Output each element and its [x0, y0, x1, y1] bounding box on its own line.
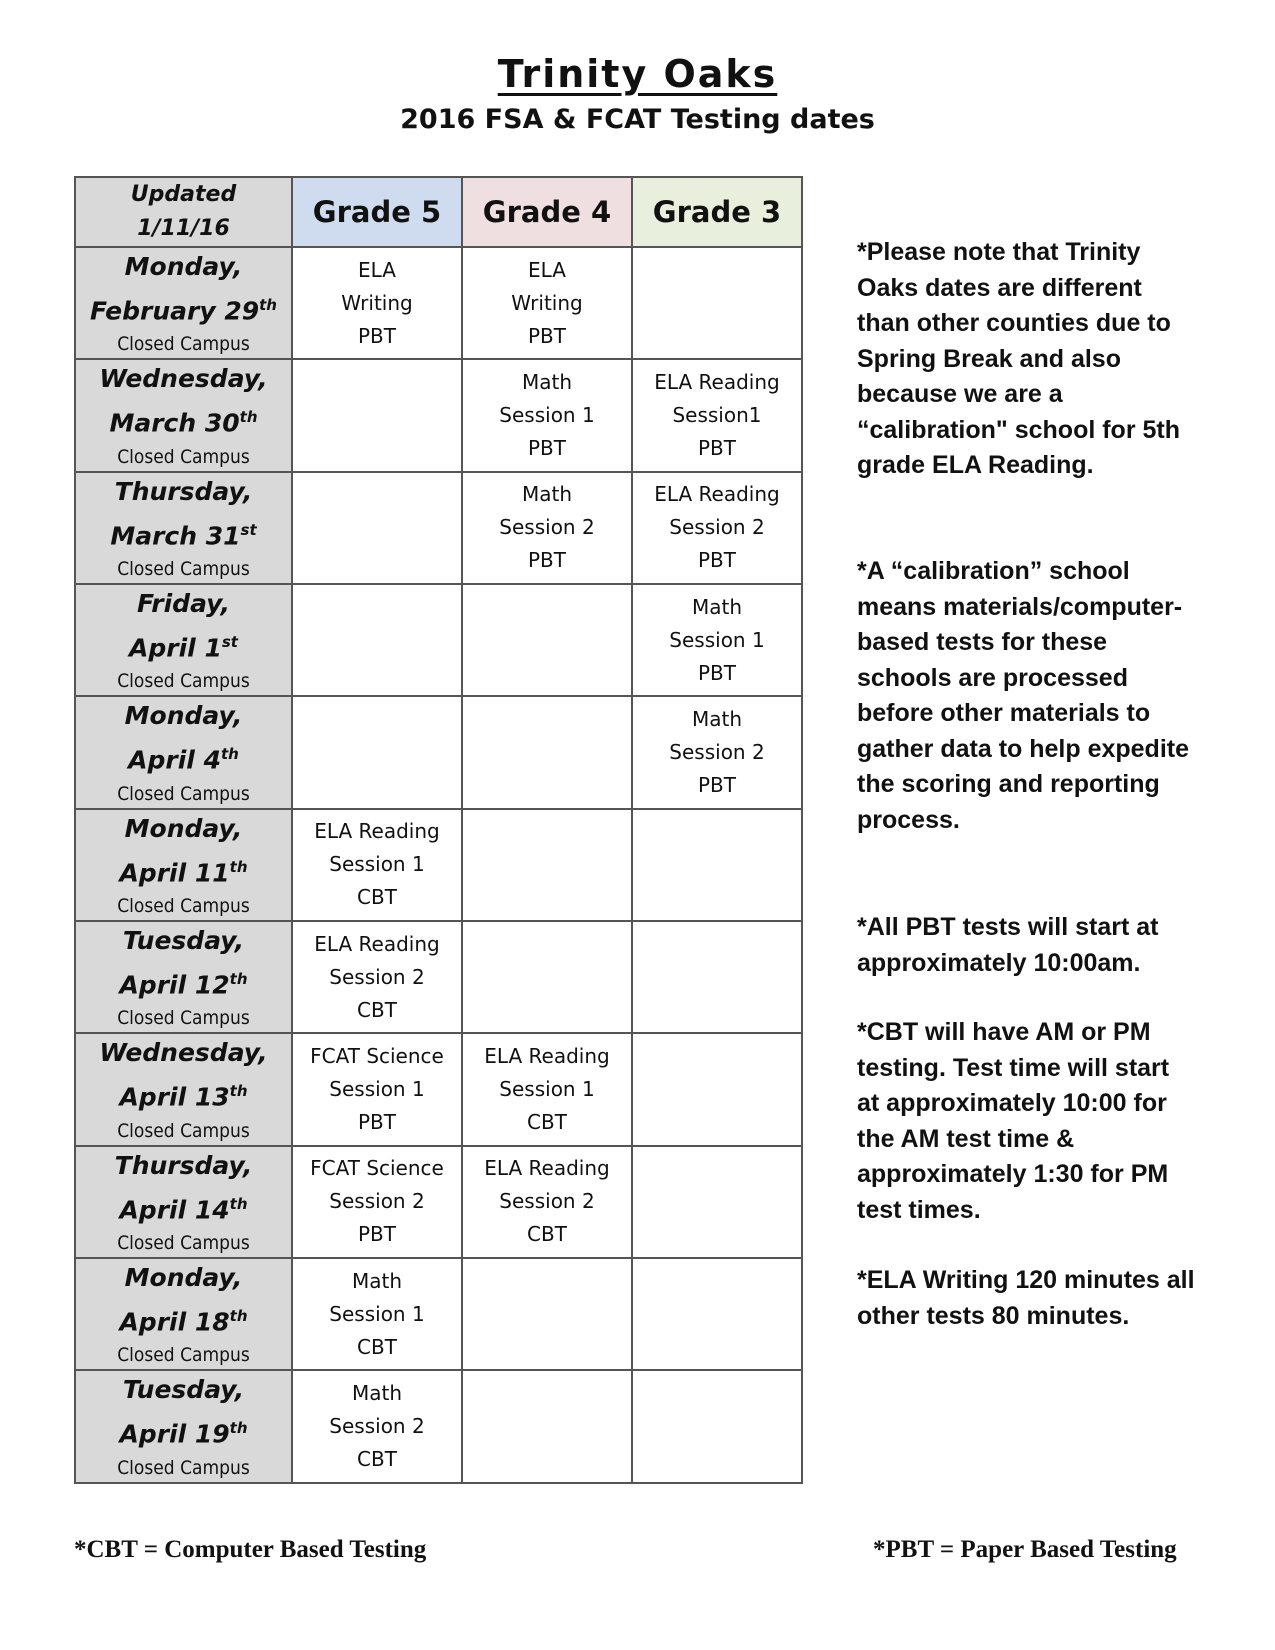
test-line: PBT [358, 1222, 396, 1247]
schedule-row [75, 921, 802, 1033]
test-cell-g5 [292, 1370, 462, 1482]
campus-status: Closed Campus [117, 1119, 250, 1142]
test-cell-g4 [462, 809, 632, 921]
test-line: ELA Reading [484, 1043, 610, 1068]
test-line: ELA Reading [654, 369, 780, 394]
test-line: FCAT Science [310, 1156, 444, 1181]
test-cell-g3 [632, 809, 802, 921]
test-line: ELA [528, 257, 566, 282]
month-day: April 14th [119, 1194, 248, 1224]
test-cell-g3 [632, 1146, 802, 1258]
page-subtitle: 2016 FSA & FCAT Testing dates [400, 104, 875, 135]
schedule-row [75, 809, 802, 921]
month-day: March 30th [109, 408, 258, 438]
schedule-row [75, 247, 802, 359]
test-line: CBT [357, 1334, 397, 1359]
date-cell [75, 1033, 292, 1145]
test-line: Session 2 [329, 1413, 425, 1438]
test-cell-g4 [462, 696, 632, 808]
test-line: Session 2 [669, 739, 765, 764]
ordinal-suffix: th [229, 1419, 248, 1438]
campus-status: Closed Campus [117, 557, 250, 580]
test-cell-g3 [632, 1370, 802, 1482]
test-line: CBT [527, 1109, 567, 1134]
test-cell-g5 [292, 1258, 462, 1370]
date-cell [75, 1370, 292, 1482]
test-line: PBT [528, 323, 566, 348]
month-day: April 18th [119, 1306, 248, 1337]
note-calibration-dates: *Please note that Trinity Oaks dates are different than other counties due to Spring Break and also because we are a “calibration" school for 5th grade ELA Reading. [857, 238, 1180, 479]
note-calibration-definition: *A “calibration” school means materials/computer-based tests for these schools are processed before other materials to gather data to help expedite the scoring and reporting process. [857, 557, 1190, 834]
test-line: Session 1 [329, 1301, 425, 1326]
test-line: Math [691, 706, 743, 731]
test-line: Session 2 [499, 1189, 595, 1214]
campus-status: Closed Campus [117, 894, 250, 917]
test-line: PBT [358, 1109, 396, 1134]
month-day: April 19th [119, 1419, 248, 1449]
month-day: April 1st [129, 632, 238, 663]
date-cell [75, 584, 292, 696]
note-pbt-start-time: *All PBT tests will start at approximately 10:00am. [857, 913, 1159, 977]
test-cell-g5 [292, 1033, 462, 1145]
note-cbt-times: *CBT will have AM or PM testing. Test time will start at approximately 10:00 for the AM test time & approximately 1:30 for PM test times. [857, 1018, 1170, 1224]
schedule-body [75, 247, 802, 1483]
test-line: Session 1 [499, 1076, 595, 1101]
test-cell-g4 [462, 472, 632, 584]
ordinal-suffix: th [229, 1306, 248, 1325]
test-line: Math [521, 482, 573, 507]
test-line: ELA Reading [314, 819, 440, 844]
month-day: February 29th [90, 296, 277, 326]
schedule-row [75, 1258, 802, 1370]
weekday: Monday, [124, 701, 243, 731]
test-line: ELA Reading [314, 931, 440, 956]
test-cell-g3 [632, 1258, 802, 1370]
campus-status: Closed Campus [117, 445, 250, 468]
schedule-row [75, 584, 802, 696]
test-cell-g5 [292, 696, 462, 808]
date-cell [75, 472, 292, 584]
date-cell [75, 696, 292, 808]
weekday: Tuesday, [122, 1375, 245, 1405]
footer-cbt-definition: *CBT = Computer Based Testing [74, 1536, 427, 1563]
test-line: CBT [357, 997, 397, 1022]
weekday: Wednesday, [99, 364, 268, 394]
weekday: Tuesday, [122, 925, 245, 955]
campus-status: Closed Campus [117, 782, 250, 805]
weekday: Thursday, [114, 476, 253, 506]
test-line: PBT [528, 548, 566, 573]
test-cell-g3 [632, 584, 802, 696]
test-line: Math [351, 1268, 403, 1293]
test-cell-g3 [632, 696, 802, 808]
test-line: Session1 [672, 402, 762, 427]
test-line: CBT [357, 885, 397, 910]
test-cell-g4 [462, 1146, 632, 1258]
test-cell-g3 [632, 921, 802, 1033]
test-line: Math [691, 594, 743, 619]
schedule-row [75, 472, 802, 584]
ordinal-suffix: st [221, 632, 238, 651]
schedule-row [75, 696, 802, 808]
test-line: PBT [528, 435, 566, 460]
schedule-row [75, 1146, 802, 1258]
test-line: Session 1 [669, 627, 765, 652]
test-line: Session 1 [499, 402, 595, 427]
test-cell-g3 [632, 359, 802, 471]
ordinal-suffix: th [259, 296, 277, 314]
test-cell-g4 [462, 247, 632, 359]
ordinal-suffix: th [239, 408, 258, 427]
test-line: Session 2 [329, 1189, 425, 1214]
weekday: Monday, [124, 252, 243, 281]
campus-status: Closed Campus [117, 1231, 250, 1254]
test-cell-g5 [292, 1146, 462, 1258]
weekday: Thursday, [114, 1150, 253, 1180]
schedule-row [75, 359, 802, 471]
test-line: CBT [527, 1222, 567, 1247]
ordinal-suffix: th [229, 1082, 248, 1101]
month-day: April 11th [119, 857, 248, 887]
month-day: March 31st [110, 520, 257, 550]
weekday: Monday, [124, 1262, 243, 1292]
grade-4-header: Grade 4 [462, 177, 632, 247]
testing-schedule-table [74, 176, 803, 1484]
campus-status: Closed Campus [117, 1007, 250, 1030]
updated-header: Updated 1/11/16 [75, 177, 292, 247]
test-line: ELA [358, 257, 396, 282]
grade-5-header: Grade 5 [292, 177, 462, 247]
campus-status: Closed Campus [117, 1344, 250, 1367]
test-cell-g5 [292, 921, 462, 1033]
test-cell-g5 [292, 359, 462, 471]
test-cell-g5 [292, 809, 462, 921]
date-cell [75, 1146, 292, 1258]
test-cell-g4 [462, 584, 632, 696]
ordinal-suffix: st [240, 520, 257, 539]
test-line: PBT [358, 323, 396, 348]
campus-status: Closed Campus [117, 1456, 250, 1479]
date-cell [75, 809, 292, 921]
test-cell-g4 [462, 1258, 632, 1370]
test-cell-g4 [462, 1033, 632, 1145]
date-cell [75, 247, 292, 359]
month-day: April 4th [128, 745, 239, 775]
grade-3-header: Grade 3 [632, 177, 802, 247]
date-cell [75, 359, 292, 471]
test-line: PBT [698, 772, 736, 797]
test-line: Session 1 [329, 1076, 425, 1101]
test-cell-g4 [462, 359, 632, 471]
test-cell-g4 [462, 921, 632, 1033]
month-day: April 12th [119, 969, 248, 1000]
test-line: ELA Reading [484, 1156, 610, 1181]
test-cell-g3 [632, 1033, 802, 1145]
ordinal-suffix: th [229, 1194, 248, 1213]
date-cell [75, 1258, 292, 1370]
schedule-row [75, 1033, 802, 1145]
test-line: Session 2 [499, 515, 595, 540]
test-line: ELA Reading [654, 482, 780, 507]
test-line: PBT [698, 660, 736, 685]
test-line: Math [351, 1380, 403, 1405]
date-cell [75, 921, 292, 1033]
test-line: Session 2 [329, 964, 425, 989]
ordinal-suffix: th [220, 745, 239, 764]
ordinal-suffix: th [229, 857, 248, 876]
test-line: FCAT Science [310, 1043, 444, 1068]
weekday: Wednesday, [99, 1038, 268, 1068]
test-cell-g5 [292, 472, 462, 584]
test-cell-g5 [292, 247, 462, 359]
weekday: Monday, [124, 813, 243, 843]
schedule-row [75, 1370, 802, 1482]
test-line: Writing [341, 290, 413, 315]
test-line: PBT [698, 548, 736, 573]
header-row [75, 177, 802, 247]
campus-status: Closed Campus [117, 670, 250, 693]
test-line: Math [521, 369, 573, 394]
test-line: CBT [357, 1446, 397, 1471]
test-line: PBT [698, 435, 736, 460]
test-line: Writing [511, 290, 583, 315]
campus-status: Closed Campus [117, 333, 250, 356]
test-cell-g3 [632, 247, 802, 359]
test-line: Session 2 [669, 515, 765, 540]
note-test-durations: *ELA Writing 120 minutes all other tests 80 minutes. [857, 1266, 1195, 1330]
weekday: Friday, [136, 588, 231, 618]
footer-pbt-definition: *PBT = Paper Based Testing [873, 1536, 1177, 1563]
test-cell-g5 [292, 584, 462, 696]
page-title: Trinity Oaks [497, 52, 778, 96]
ordinal-suffix: th [229, 969, 248, 988]
test-line: Session 1 [329, 852, 425, 877]
month-day: April 13th [119, 1082, 248, 1112]
test-cell-g4 [462, 1370, 632, 1482]
test-cell-g3 [632, 472, 802, 584]
